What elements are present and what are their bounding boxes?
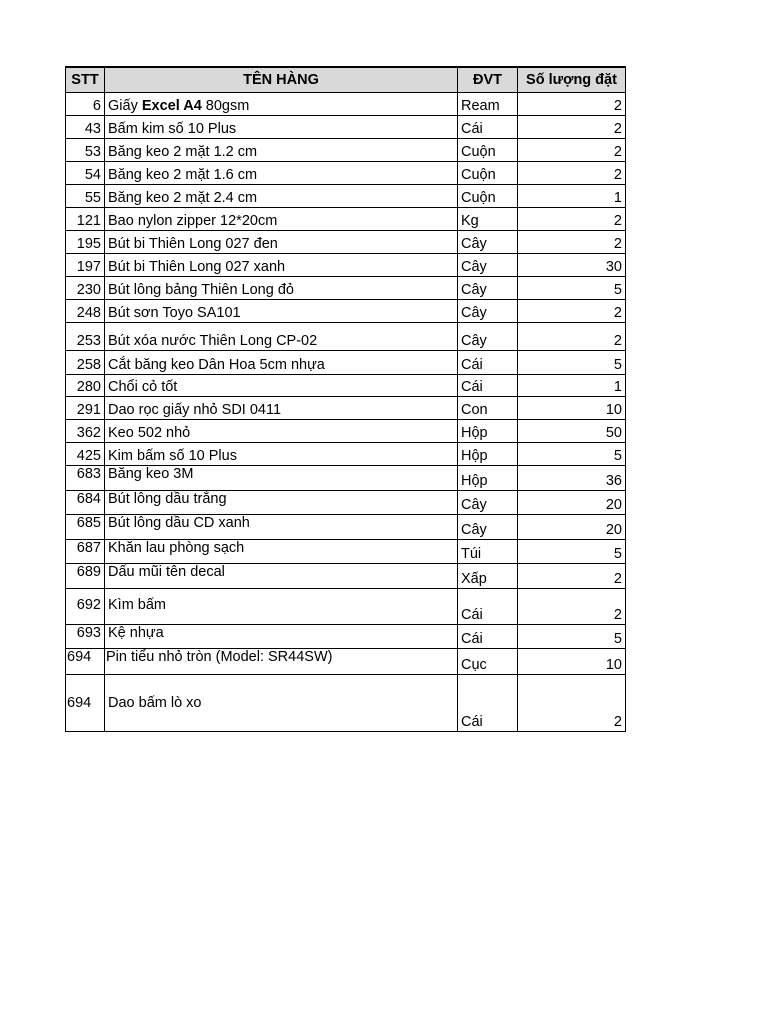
cell-unit: Cây (458, 231, 518, 254)
cell-name: Bút bi Thiên Long 027 đen (105, 231, 458, 254)
table-row (66, 323, 626, 351)
cell-qty: 5 (518, 277, 626, 300)
table-row (66, 420, 626, 443)
table-row (66, 208, 626, 231)
table-row (66, 397, 626, 420)
cell-unit: Cái (458, 375, 518, 397)
cell-unit: Cây (458, 254, 518, 277)
cell-qty: 20 (518, 491, 626, 515)
cell-name: Chổi cỏ tốt (105, 375, 458, 397)
cell-unit: Cây (458, 277, 518, 300)
cell-name: Băng keo 2 mặt 1.6 cm (105, 162, 458, 185)
cell-stt: 425 (66, 443, 105, 466)
cell-qty: 36 (518, 466, 626, 491)
cell-stt: 694 (66, 675, 105, 732)
cell-qty: 2 (518, 93, 626, 116)
header-qty: Số lượng đặt (518, 67, 626, 93)
cell-unit: Xấp (458, 564, 518, 589)
cell-unit: Kg (458, 208, 518, 231)
table-row (66, 277, 626, 300)
cell-name: Cắt băng keo Dân Hoa 5cm nhựa (105, 351, 458, 375)
cell-name: Băng keo 2 mặt 1.2 cm (105, 139, 458, 162)
table-row (66, 491, 626, 515)
cell-stt: 291 (66, 397, 105, 420)
cell-name: Dao rọc giấy nhỏ SDI 0411 (105, 397, 458, 420)
cell-stt: 43 (66, 116, 105, 139)
cell-stt: 362 (66, 420, 105, 443)
cell-stt: 689 (66, 564, 105, 589)
cell-qty: 5 (518, 625, 626, 649)
cell-name: Bút sơn Toyo SA101 (105, 300, 458, 323)
cell-qty: 10 (518, 397, 626, 420)
cell-unit: Túi (458, 540, 518, 564)
name-part: 80gsm (201, 98, 250, 114)
cell-unit: Cái (458, 116, 518, 139)
name-part: Giấy (108, 98, 142, 114)
cell-qty: 2 (518, 323, 626, 351)
cell-unit: Cái (458, 351, 518, 375)
name-bold-part: Excel A4 (141, 98, 202, 114)
cell-unit: Cây (458, 515, 518, 540)
cell-qty: 2 (518, 162, 626, 185)
cell-qty: 2 (518, 564, 626, 589)
table-row (66, 185, 626, 208)
cell-unit: Cuộn (458, 162, 518, 185)
table-row (66, 625, 626, 649)
cell-unit: Cục (458, 649, 518, 675)
cell-stt: 53 (66, 139, 105, 162)
cell-name: Dấu mũi tên decal (105, 564, 458, 589)
cell-name: Bút bi Thiên Long 027 xanh (105, 254, 458, 277)
cell-qty: 2 (518, 231, 626, 254)
cell-unit: Hộp (458, 443, 518, 466)
cell-qty: 5 (518, 351, 626, 375)
table-row (66, 589, 626, 625)
cell-stt: 685 (66, 515, 105, 540)
table-row (66, 93, 626, 116)
cell-name: Bút lông dầu CD xanh (105, 515, 458, 540)
cell-unit: Cuộn (458, 185, 518, 208)
cell-stt: 684 (66, 491, 105, 515)
cell-stt: 253 (66, 323, 105, 351)
cell-unit: Cây (458, 323, 518, 351)
cell-name (105, 93, 458, 116)
cell-unit: Con (458, 397, 518, 420)
cell-name: Bút lông dầu trắng (105, 491, 458, 515)
cell-unit: Ream (458, 93, 518, 116)
cell-qty: 5 (518, 540, 626, 564)
header-unit: ĐVT (458, 67, 518, 93)
header-row (66, 67, 626, 93)
table-row (66, 649, 626, 675)
cell-qty: 10 (518, 649, 626, 675)
table-row (66, 254, 626, 277)
table-row (66, 139, 626, 162)
table-row (66, 540, 626, 564)
cell-qty: 30 (518, 254, 626, 277)
table-row (66, 443, 626, 466)
order-table (65, 66, 626, 732)
cell-name: Bấm kim số 10 Plus (105, 116, 458, 139)
table-row (66, 300, 626, 323)
cell-stt: 693 (66, 625, 105, 649)
cell-stt: 121 (66, 208, 105, 231)
cell-stt: 6 (66, 93, 105, 116)
table-row (66, 162, 626, 185)
cell-name: Băng keo 2 mặt 2.4 cm (105, 185, 458, 208)
cell-unit: Cái (458, 675, 518, 732)
cell-qty: 2 (518, 675, 626, 732)
cell-stt: 55 (66, 185, 105, 208)
cell-qty: 1 (518, 375, 626, 397)
cell-unit: Cuộn (458, 139, 518, 162)
cell-unit: Cây (458, 300, 518, 323)
cell-unit: Hộp (458, 466, 518, 491)
cell-qty: 2 (518, 139, 626, 162)
cell-stt: 280 (66, 375, 105, 397)
cell-name: Bút xóa nước Thiên Long CP-02 (105, 323, 458, 351)
cell-stt: 692 (66, 589, 105, 625)
cell-name: Băng keo 3M (105, 466, 458, 491)
cell-qty: 20 (518, 515, 626, 540)
cell-qty: 2 (518, 116, 626, 139)
cell-qty: 1 (518, 185, 626, 208)
table-row (66, 375, 626, 397)
table-row (66, 675, 626, 732)
cell-unit: Cái (458, 625, 518, 649)
cell-qty: 2 (518, 300, 626, 323)
table-row (66, 231, 626, 254)
cell-stt: 197 (66, 254, 105, 277)
cell-stt: 258 (66, 351, 105, 375)
table-row (66, 116, 626, 139)
cell-qty: 2 (518, 208, 626, 231)
cell-name: Bao nylon zipper 12*20cm (105, 208, 458, 231)
cell-name: Pin tiểu nhỏ tròn (Model: SR44SW) (105, 649, 458, 675)
cell-stt: 694 (66, 649, 105, 675)
cell-name: Kệ nhựa (105, 625, 458, 649)
cell-stt: 687 (66, 540, 105, 564)
cell-stt: 230 (66, 277, 105, 300)
cell-stt: 195 (66, 231, 105, 254)
cell-stt: 683 (66, 466, 105, 491)
cell-unit: Cái (458, 589, 518, 625)
cell-name: Keo 502 nhỏ (105, 420, 458, 443)
cell-name: Khăn lau phòng sạch (105, 540, 458, 564)
cell-name: Dao bấm lò xo (105, 675, 458, 732)
cell-name: Kim bấm số 10 Plus (105, 443, 458, 466)
table-row (66, 515, 626, 540)
table-row (66, 564, 626, 589)
cell-name: Kìm bấm (105, 589, 458, 625)
cell-unit: Cây (458, 491, 518, 515)
cell-stt: 54 (66, 162, 105, 185)
header-stt: STT (66, 67, 105, 93)
cell-qty: 50 (518, 420, 626, 443)
cell-stt: 248 (66, 300, 105, 323)
cell-qty: 2 (518, 589, 626, 625)
table-row (66, 351, 626, 375)
header-name: TÊN HÀNG (105, 67, 458, 93)
table-row (66, 466, 626, 491)
cell-unit: Hộp (458, 420, 518, 443)
cell-qty: 5 (518, 443, 626, 466)
cell-name: Bút lông bảng Thiên Long đỏ (105, 277, 458, 300)
